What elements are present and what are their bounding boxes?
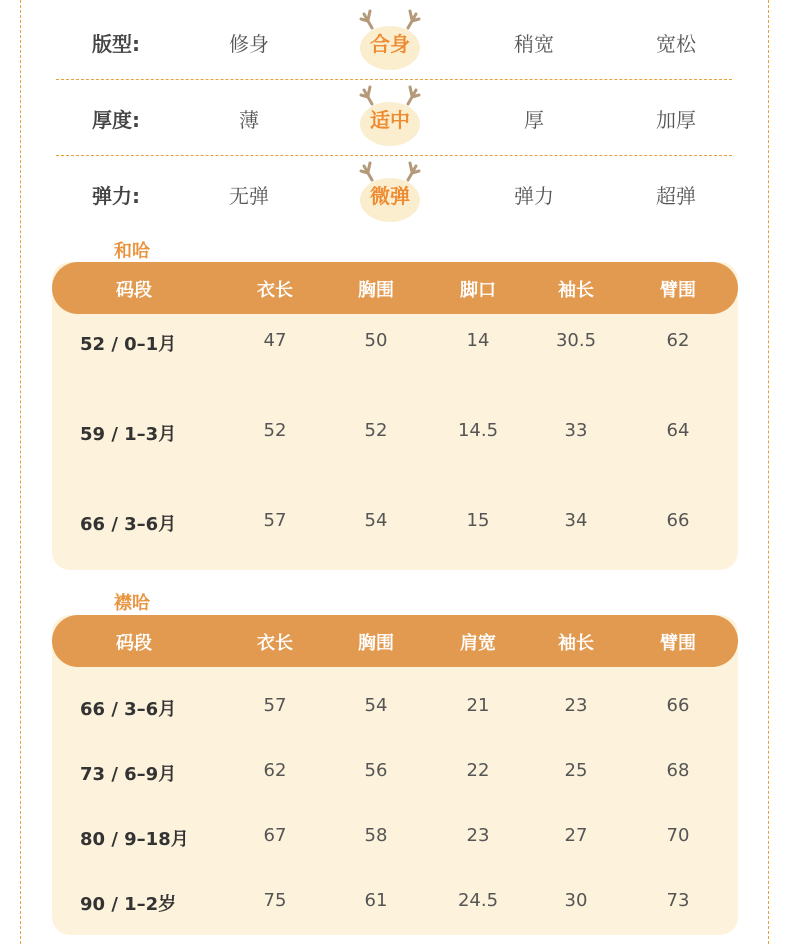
option-slightly-loose: 稍宽	[514, 32, 554, 56]
attribute-row-fit	[56, 4, 732, 80]
table-row	[52, 420, 738, 450]
table-cell: 14	[466, 330, 490, 351]
column-header: 袖长	[558, 280, 594, 301]
table-cell: 66	[666, 695, 690, 716]
table-title-romper: 和哈	[114, 241, 150, 262]
table-cell: 34	[564, 510, 588, 531]
frame-border-left	[20, 0, 21, 944]
table-cell: 56	[364, 760, 388, 781]
column-header: 臂围	[660, 280, 696, 301]
column-header: 肩宽	[460, 633, 496, 654]
table-cell: 54	[364, 510, 388, 531]
column-header: 胸围	[358, 280, 394, 301]
column-header: 衣长	[257, 633, 293, 654]
table-cell: 54	[364, 695, 388, 716]
table-row	[52, 695, 738, 725]
option-thick: 厚	[524, 108, 544, 132]
table-row	[52, 825, 738, 855]
table-cell: 67	[263, 825, 287, 846]
table-cell: 30	[564, 890, 588, 911]
table-row	[52, 330, 738, 360]
table-cell: 47	[263, 330, 287, 351]
table-cell: 57	[263, 510, 287, 531]
column-header: 衣长	[257, 280, 293, 301]
option-extra-thick: 加厚	[656, 108, 696, 132]
table-cell: 24.5	[457, 890, 499, 911]
table-cell: 30.5	[555, 330, 597, 351]
table-cell: 50	[364, 330, 388, 351]
table-cell: 22	[466, 760, 490, 781]
column-header: 码段	[116, 633, 152, 654]
table-cell: 66	[666, 510, 690, 531]
table-cell: 27	[564, 825, 588, 846]
option-medium-selected: 适中	[370, 108, 410, 132]
table-cell: 62	[263, 760, 287, 781]
table-cell: 58	[364, 825, 388, 846]
option-super-stretch: 超弹	[656, 184, 696, 208]
table-cell: 61	[364, 890, 388, 911]
option-thin: 薄	[239, 108, 259, 132]
table-cell: 70	[666, 825, 690, 846]
size-table-wrap-romper	[52, 615, 738, 935]
table-title-wrap-romper: 襟哈	[114, 593, 150, 614]
option-loose: 宽松	[656, 32, 696, 56]
column-header: 胸围	[358, 633, 394, 654]
table-cell: 23	[466, 825, 490, 846]
size-cell: 59 / 1–3月	[80, 424, 177, 445]
attribute-label: 弹力:	[92, 184, 140, 208]
option-slight-stretch-selected: 微弹	[370, 184, 410, 208]
frame-border-right	[768, 0, 769, 944]
column-header: 脚口	[460, 280, 496, 301]
size-cell: 66 / 3–6月	[80, 514, 177, 535]
size-table-romper	[52, 262, 738, 570]
table-cell: 33	[564, 420, 588, 441]
table-cell: 21	[466, 695, 490, 716]
table-cell: 23	[564, 695, 588, 716]
column-header: 码段	[116, 280, 152, 301]
table-cell: 68	[666, 760, 690, 781]
size-cell: 66 / 3–6月	[80, 699, 177, 720]
table-row	[52, 760, 738, 790]
option-stretch: 弹力	[514, 184, 554, 208]
column-header: 臂围	[660, 633, 696, 654]
table-cell: 62	[666, 330, 690, 351]
table-cell: 52	[263, 420, 287, 441]
attribute-row-elasticity	[56, 156, 732, 232]
table-cell: 73	[666, 890, 690, 911]
table-cell: 64	[666, 420, 690, 441]
size-cell: 90 / 1–2岁	[80, 894, 177, 915]
table-header	[52, 262, 738, 314]
table-row	[52, 510, 738, 540]
option-no-stretch: 无弹	[229, 184, 269, 208]
table-cell: 75	[263, 890, 287, 911]
table-cell: 15	[466, 510, 490, 531]
size-cell: 73 / 6–9月	[80, 764, 177, 785]
attribute-row-thickness	[56, 80, 732, 156]
table-row	[52, 890, 738, 920]
column-header: 袖长	[558, 633, 594, 654]
option-regular-selected: 合身	[370, 32, 410, 56]
table-cell: 14.5	[457, 420, 499, 441]
table-header	[52, 615, 738, 667]
table-cell: 25	[564, 760, 588, 781]
attribute-label: 厚度:	[92, 108, 140, 132]
attribute-label: 版型:	[92, 32, 140, 56]
table-cell: 52	[364, 420, 388, 441]
size-cell: 52 / 0–1月	[80, 334, 177, 355]
size-cell: 80 / 9–18月	[80, 829, 189, 850]
table-cell: 57	[263, 695, 287, 716]
option-fitted: 修身	[229, 32, 269, 56]
